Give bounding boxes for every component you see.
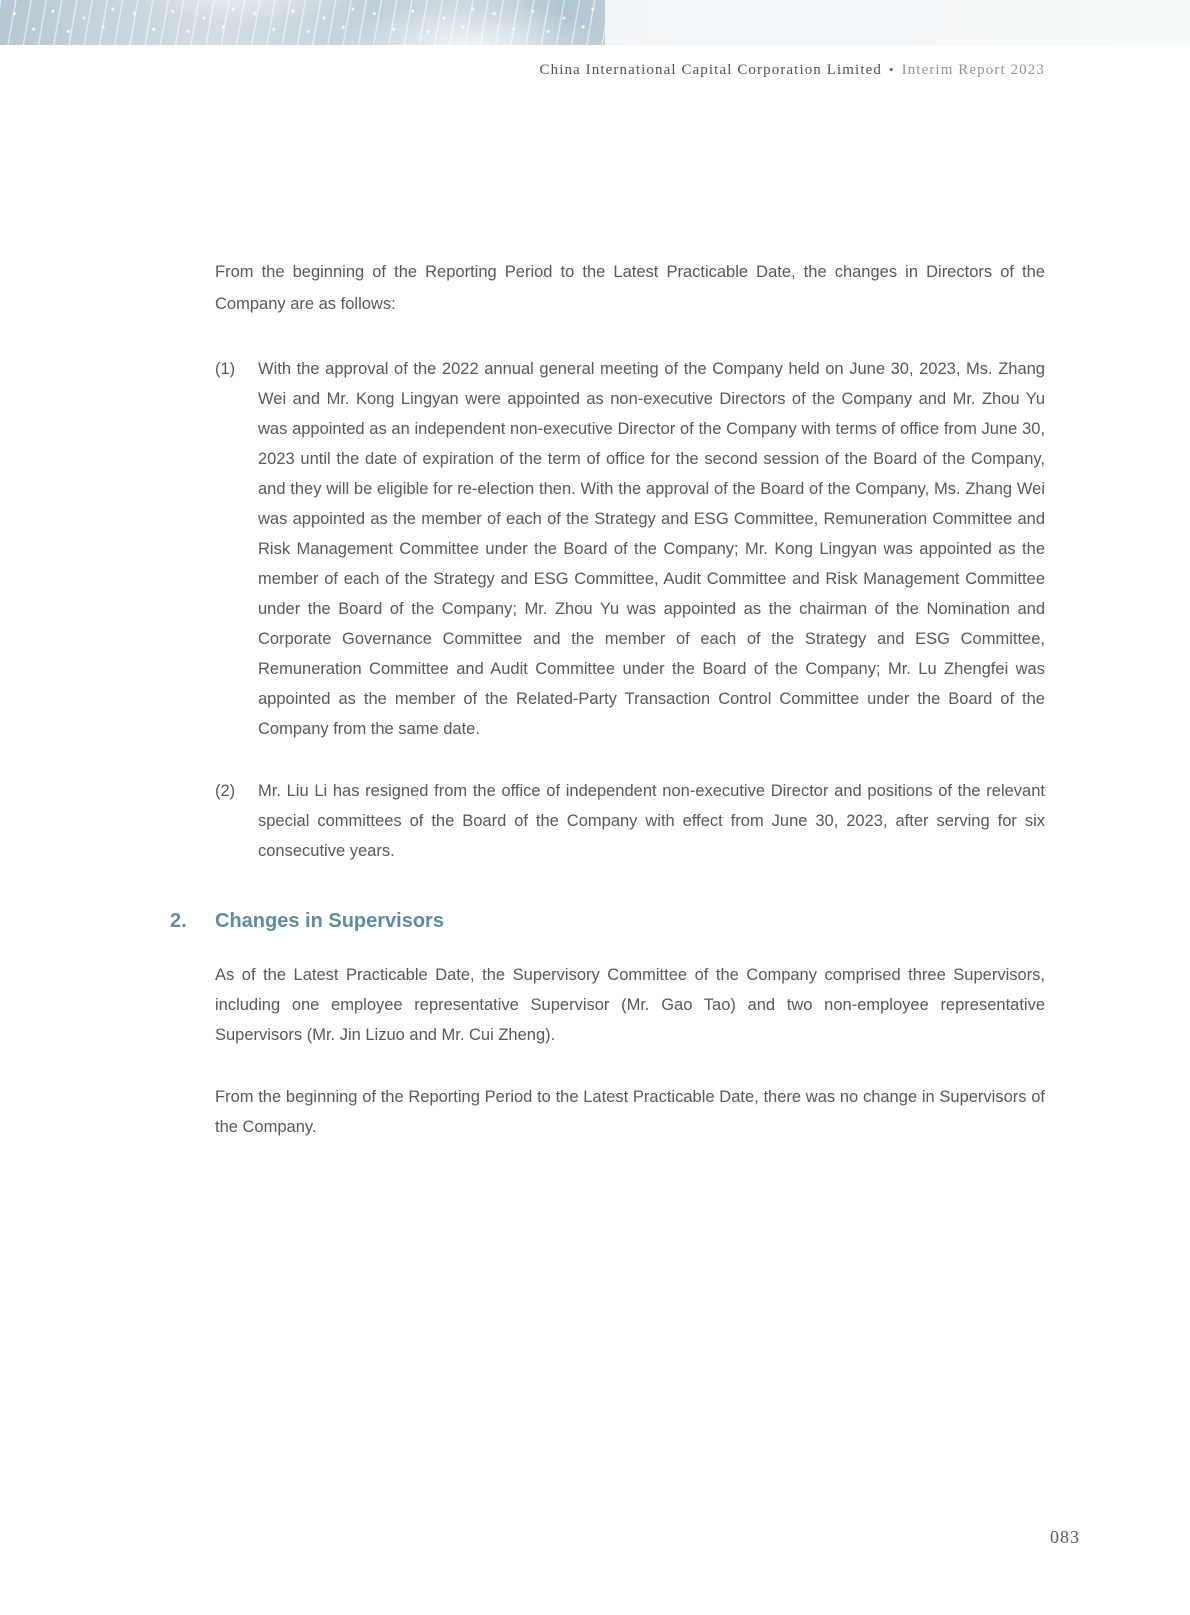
company-name: China International Capital Corporation Limited xyxy=(539,62,882,78)
decorative-banner xyxy=(0,0,1190,45)
list-item-number: (2) xyxy=(215,782,236,800)
section-paragraph: As of the Latest Practicable Date, the Supervisory Committee of the Company comprised three Supervisors, including one employee representative Supervisor (Mr. Gao Tao) and two non-employee representative Supervisors (Mr. Jin Lizuo and Mr. Cui Zheng). xyxy=(215,966,1045,1044)
page-number: 083 xyxy=(1050,1527,1080,1547)
section-heading xyxy=(170,908,1045,934)
section-number: 2. xyxy=(170,910,187,932)
list-item-text: Mr. Liu Li has resigned from the office of independent non-executive Director and positions of the relevant special committees of the Board of the Company with effect from June 30, 2023, after serving for six consecutive years. xyxy=(258,782,1045,860)
list-item xyxy=(215,354,1045,744)
intro-paragraph: From the beginning of the Reporting Period to the Latest Practicable Date, the changes in Directors of the Company are as follows: xyxy=(215,263,1045,313)
banner-speckle-graphic xyxy=(0,0,605,45)
section-title: Changes in Supervisors xyxy=(215,910,444,932)
running-header xyxy=(0,62,1045,79)
list-item xyxy=(215,776,1045,866)
page-content xyxy=(170,256,1045,1174)
report-title: Interim Report 2023 xyxy=(901,62,1045,78)
list-item-number: (1) xyxy=(215,360,236,378)
section-paragraph: From the beginning of the Reporting Period to the Latest Practicable Date, there was no change in Supervisors of the Company. xyxy=(215,1088,1045,1136)
separator-bullet: • xyxy=(888,62,895,77)
list-item-text: With the approval of the 2022 annual general meeting of the Company held on June 30, 2023, Ms. Zhang Wei and Mr. Kong Lingyan were appointed as non-executive Directors of the Company and Mr. Zhou Yu was appointed as an independent non-executive Director of the Company with terms of office from June 30, 2023 until the date of expiration of the term of office for the second session of the Board of the Company, and they will be eligible for re-election then. With the approval of the Board of the Company, Ms. Zhang Wei was appointed as the member of each of the Strategy and ESG Committee, Remuneration Committee and Risk Management Committee under the Board of the Company; Mr. Kong Lingyan was appointed as the member of each of the Strategy and ESG Committee, Audit Committee and Risk Management Committee under the Board of the Company; Mr. Zhou Yu was appointed as the chairman of the Nomination and Corporate Governance Committee and the member of each of the Strategy and ESG Committee, Remuneration Committee and Audit Committee under the Board of the Company; Mr. Lu Zhengfei was appointed as the member of the Related-Party Transaction Control Committee under the Board of the Company from the same date. xyxy=(258,360,1045,738)
